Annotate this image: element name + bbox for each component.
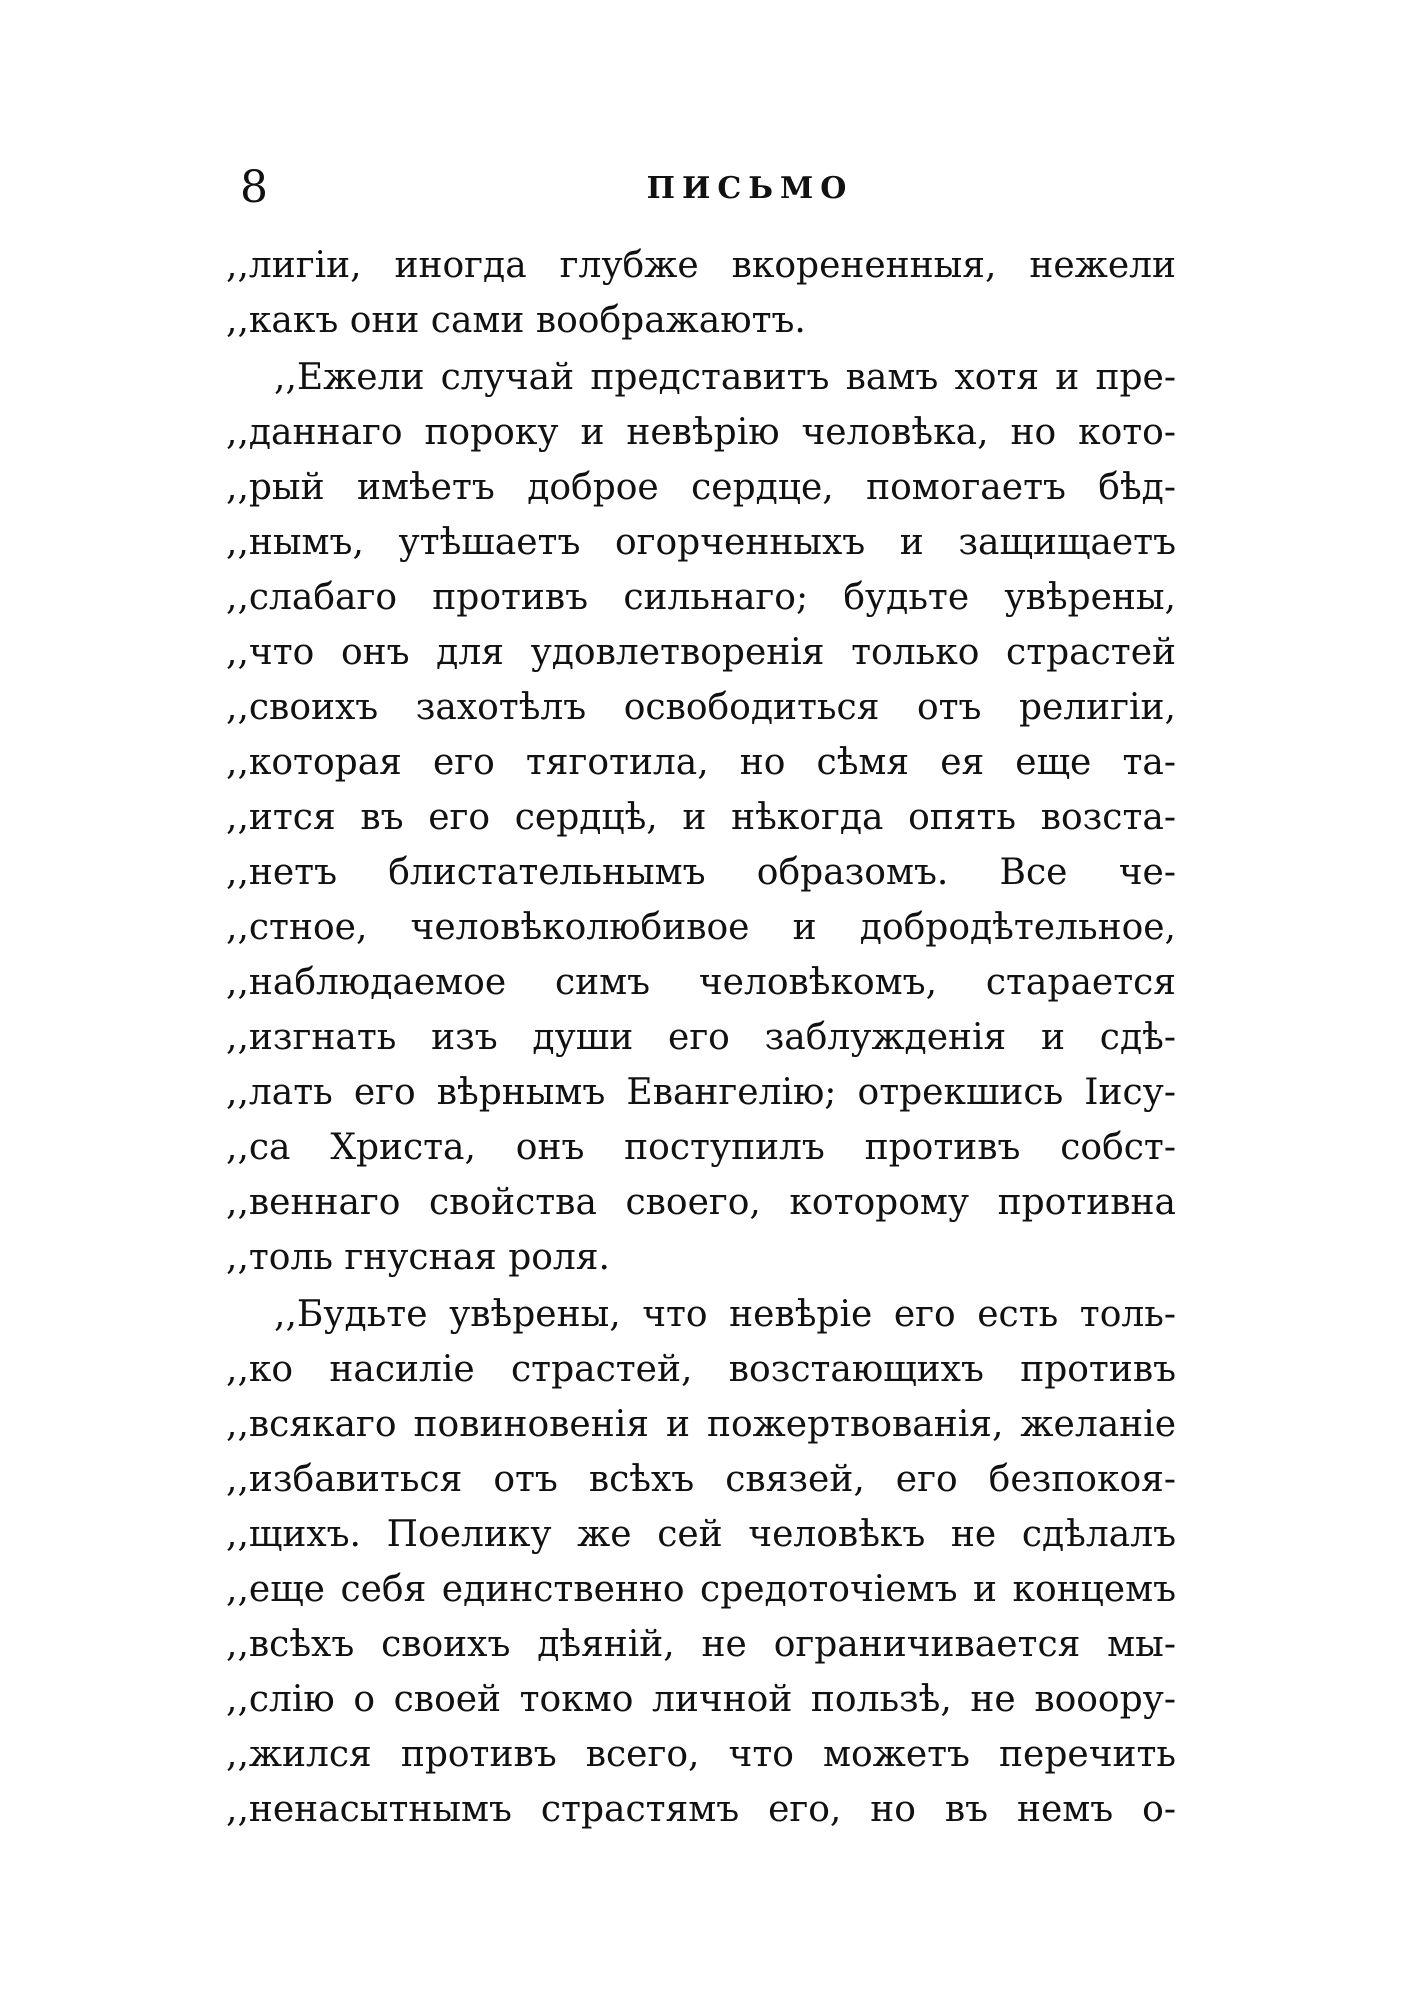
text-line: ,,лигіи, иногда глубже вкорененныя, нежели [226,245,1176,286]
text-line: ,,что онъ для удовлетворенія только страстей [226,632,1176,673]
text-line: ,,нымъ, утѣшаетъ огорченныхъ и защищаетъ [226,522,1176,563]
text-line: ,,лать его вѣрнымъ Евангелію; отрекшись Іису- [226,1072,1176,1113]
text-line: ,,толь гнусная роля. [226,1237,610,1278]
text-line: ,,еще себя единственно средоточіемъ и концемъ [226,1569,1176,1610]
paragraph [226,350,1176,1285]
paragraph [226,1287,1176,1837]
text-line: ,,Ежели случай представитъ вамъ хотя и пре- [274,357,1176,398]
text-line: ,,рый имѣетъ доброе сердце, помогаетъ бѣд- [226,467,1176,508]
text-line: ,,ко насиліе страстей, возстающихъ противъ [226,1349,1176,1390]
text-line: ,,избавиться отъ всѣхъ связей, его безпокоя- [226,1459,1176,1500]
text-line: ,,изгнать изъ души его заблужденія и сдѣ- [226,1017,1176,1058]
body-text [226,238,1176,1837]
text-line: ,,своихъ захотѣлъ освободиться отъ религіи, [226,687,1176,728]
text-line: ,,какъ они сами воображаютъ. [226,300,806,341]
paragraph [226,238,1176,348]
text-line: ,,даннаго пороку и невѣрію человѣка, но кото- [226,412,1176,453]
text-line: ,,ится въ его сердцѣ, и нѣкогда опять возста- [226,797,1176,838]
text-line: ,,всякаго повиновенія и пожертвованія, желаніе [226,1404,1176,1445]
text-line: ,,щихъ. Поелику же сей человѣкъ не сдѣлалъ [226,1514,1176,1555]
text-line: ,,всѣхъ своихъ дѣяній, не ограничивается мы- [226,1624,1176,1665]
text-line: ,,жился противъ всего, что можетъ перечить [226,1734,1176,1775]
page-header [240,158,1160,218]
text-line: ,,са Христа, онъ поступилъ противъ собст- [226,1127,1176,1168]
text-line: ,,веннаго свойства своего, которому противна [226,1182,1176,1223]
text-line: ,,наблюдаемое симъ человѣкомъ, старается [226,962,1176,1003]
text-line: ,,слабаго противъ сильнаго; будьте увѣрены, [226,577,1176,618]
text-line: ,,ненасытнымъ страстямъ его, но въ немъ о- [226,1789,1176,1830]
text-line: ,,нетъ блистательнымъ образомъ. Все че- [226,852,1176,893]
running-title: ПИСЬМО [646,171,854,206]
text-line: ,,которая его тяготила, но сѣмя ея еще та- [226,742,1176,783]
text-line: ,,слію о своей токмо личной пользѣ, не вооору- [226,1679,1176,1720]
text-line: ,,стное, человѣколюбивое и добродѣтельное, [226,907,1176,948]
page-number: 8 [240,162,268,213]
text-line: ,,Будьте увѣрены, что невѣріе его есть толь- [274,1294,1176,1335]
